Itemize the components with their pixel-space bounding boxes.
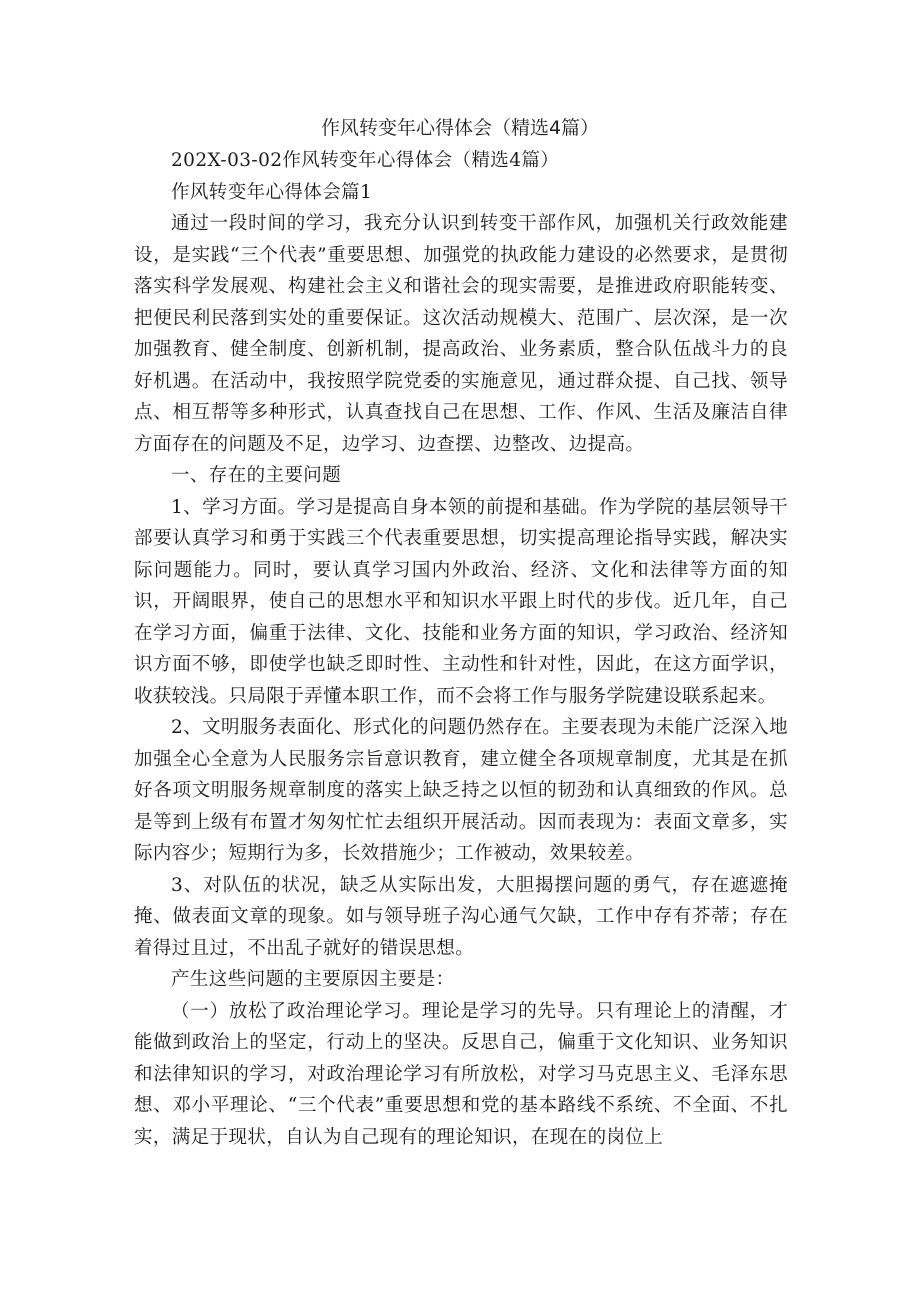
- section-heading-problems: 一、存在的主要问题: [171, 465, 342, 486]
- paragraph-cause-1: （一）放松了政治理论学习。理论是学习的先导。只有理论上的清醒，才能做到政治上的坚定，行动上的坚决。反思自己，偏重于文化知识、业务知识和法律知识的学习，对政治理论学习有所放松，对学习马克思主义、毛泽东思想、邓小平理论、“三个代表”重要思想和党的基本路线不系统、不全面、不扎实，满足于现状，自认为自己现有的理论知识，在现在的岗位上: [134, 1000, 788, 1148]
- document-date-subtitle: 202X-03-02作风转变年心得体会（精选4篇）: [171, 150, 560, 171]
- paragraph-intro: 通过一段时间的学习，我充分认识到转变干部作风，加强机关行政效能建设，是实践“三个代表”重要思想、加强党的执政能力建设的必然要求，是贯彻落实科学发展观、构建社会主义和谐社会的现实需要，是推进政府职能转变、把便民利民落到实处的重要保证。这次活动规模大、范围广、层次深，是一次加强教育、健全制度、创新机制，提高政治、业务素质，整合队伍战斗力的良好机遇。在活动中，我按照学院党委的实施意见，通过群众提、自己找、领导点、相互帮等多种形式，认真查找自己在思想、工作、作风、生活及廉洁自律方面存在的问题及不足，边学习、边查摆、边整改、边提高。: [134, 213, 788, 455]
- paragraph-study: 1、学习方面。学习是提高自身本领的前提和基础。作为学院的基层领导干部要认真学习和勇于实践三个代表重要思想，切实提高理论指导实践，解决实际问题能力。同时，要认真学习国内外政治、经济、文化和法律等方面的知识，开阔眼界，使自己的思想水平和知识水平跟上时代的步伐。近几年，自己在学习方面，偏重于法律、文化、技能和业务方面的知识，学习政治、经济知识方面不够，即使学也缺乏即时性、主动性和针对性，因此，在这方面学识，收获较浅。只局限于弄懂本职工作，而不会将工作与服务学院建设联系起来。: [134, 496, 788, 707]
- document-title: 作风转变年心得体会（精选4篇）: [320, 117, 600, 139]
- paragraph-team: 3、对队伍的状况，缺乏从实际出发，大胆揭摆问题的勇气，存在遮遮掩掩、做表面文章的现象。如与领导班子沟心通气欠缺，工作中存有芥蒂；存在着得过且过，不出乱子就好的错误思想。: [134, 874, 788, 959]
- article-heading: 作风转变年心得体会篇1: [171, 181, 373, 203]
- paragraph-service: 2、文明服务表面化、形式化的问题仍然存在。主要表现为未能广泛深入地加强全心全意为人民服务宗旨意识教育，建立健全各项规章制度，尤其是在抓好各项文明服务规章制度的落实上缺乏持之以恒的韧劲和认真细致的作风。总是等到上级有布置才匆匆忙忙去组织开展活动。因而表现为：表面文章多，实际内容少；短期行为多，长效措施少；工作被动，效果较差。: [134, 717, 788, 864]
- paragraph-causes-heading: 产生这些问题的主要原因主要是：: [171, 969, 455, 990]
- document-body: [134, 145, 788, 1153]
